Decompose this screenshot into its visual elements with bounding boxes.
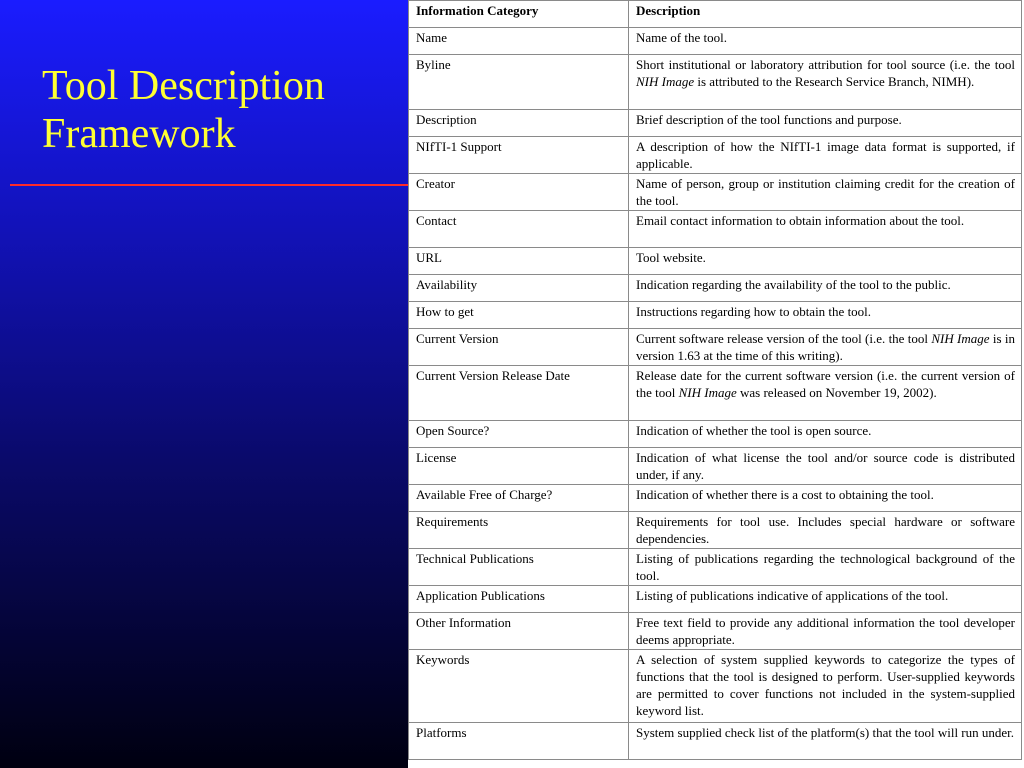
row-description-text: was released on November 19, 2002). xyxy=(736,385,937,400)
row-category: Open Source? xyxy=(409,421,629,448)
row-description-text: is attributed to the Research Service Branch, NIMH). xyxy=(694,74,975,89)
row-category: Technical Publications xyxy=(409,549,629,586)
row-category: Available Free of Charge? xyxy=(409,485,629,512)
row-description-text: Short institutional or laboratory attribution for tool source (i.e. the tool xyxy=(636,57,1015,72)
row-description: Name of person, group or institution claiming credit for the creation of the tool. xyxy=(629,174,1022,211)
row-description: A description of how the NIfTI-1 image data format is supported, if applicable. xyxy=(629,137,1022,174)
slide-title-line-1: Tool Description xyxy=(42,63,325,109)
header-description: Description xyxy=(629,1,1022,28)
slide-title-line-2: Framework xyxy=(42,111,236,157)
table-row xyxy=(409,55,1022,110)
row-category: Availability xyxy=(409,275,629,302)
table-row xyxy=(409,448,1022,485)
table-row xyxy=(409,512,1022,549)
row-description: A selection of system supplied keywords to categorize the types of functions that the tool is designed to perform. User-supplied keywords are permitted to cover functions not included in the system-supplied keyword list. xyxy=(629,650,1022,723)
row-description: Email contact information to obtain information about the tool. xyxy=(629,211,1022,248)
table-row xyxy=(409,485,1022,512)
row-category: NIfTI-1 Support xyxy=(409,137,629,174)
row-description: Indication of what license the tool and/or source code is distributed under, if any. xyxy=(629,448,1022,485)
row-category: Contact xyxy=(409,211,629,248)
row-category: Current Version xyxy=(409,329,629,366)
title-divider-rule xyxy=(10,184,408,186)
row-category: Requirements xyxy=(409,512,629,549)
table-row xyxy=(409,211,1022,248)
table-row xyxy=(409,110,1022,137)
row-description-text: is in version 1.63 at the time of this writing). xyxy=(636,331,1015,363)
row-description: Requirements for tool use. Includes special hardware or software dependencies. xyxy=(629,512,1022,549)
table-row xyxy=(409,586,1022,613)
row-description-text: Current software release version of the tool (i.e. the tool xyxy=(636,331,932,346)
row-description: Indication of whether the tool is open source. xyxy=(629,421,1022,448)
table-row xyxy=(409,302,1022,329)
row-category: Name xyxy=(409,28,629,55)
row-description xyxy=(629,329,1022,366)
row-description: Listing of publications regarding the technological background of the tool. xyxy=(629,549,1022,586)
table-row xyxy=(409,613,1022,650)
table-row xyxy=(409,723,1022,760)
table-header-row xyxy=(409,1,1022,28)
table-row xyxy=(409,329,1022,366)
row-description: Brief description of the tool functions and purpose. xyxy=(629,110,1022,137)
table-row xyxy=(409,549,1022,586)
table-row xyxy=(409,174,1022,211)
row-category: How to get xyxy=(409,302,629,329)
row-category: Creator xyxy=(409,174,629,211)
row-description: Name of the tool. xyxy=(629,28,1022,55)
row-category: License xyxy=(409,448,629,485)
row-category: Platforms xyxy=(409,723,629,760)
row-description-tool-name: NIH Image xyxy=(931,331,990,346)
row-description: Instructions regarding how to obtain the tool. xyxy=(629,302,1022,329)
row-category: Byline xyxy=(409,55,629,110)
row-description: System supplied check list of the platform(s) that the tool will run under. xyxy=(629,723,1022,760)
row-description xyxy=(629,55,1022,110)
row-description xyxy=(629,366,1022,421)
table-row xyxy=(409,137,1022,174)
row-category: URL xyxy=(409,248,629,275)
header-information-category: Information Category xyxy=(409,1,629,28)
table-row xyxy=(409,248,1022,275)
slide-title xyxy=(42,62,402,158)
table-row xyxy=(409,28,1022,55)
row-description: Indication regarding the availability of the tool to the public. xyxy=(629,275,1022,302)
table-row xyxy=(409,650,1022,723)
row-description: Free text field to provide any additional information the tool developer deems appropriate. xyxy=(629,613,1022,650)
row-category: Application Publications xyxy=(409,586,629,613)
table-row xyxy=(409,421,1022,448)
tool-description-table xyxy=(408,0,1022,760)
row-description: Listing of publications indicative of applications of the tool. xyxy=(629,586,1022,613)
row-description-tool-name: NIH Image xyxy=(678,385,737,400)
row-category: Description xyxy=(409,110,629,137)
row-category: Keywords xyxy=(409,650,629,723)
row-description-tool-name: NIH Image xyxy=(636,74,695,89)
row-description: Tool website. xyxy=(629,248,1022,275)
row-category: Other Information xyxy=(409,613,629,650)
row-description: Indication of whether there is a cost to obtaining the tool. xyxy=(629,485,1022,512)
table-row xyxy=(409,366,1022,421)
row-description-text: Release date for the current software version (i.e. the current version of the tool xyxy=(636,368,1015,400)
row-category: Current Version Release Date xyxy=(409,366,629,421)
table-row xyxy=(409,275,1022,302)
